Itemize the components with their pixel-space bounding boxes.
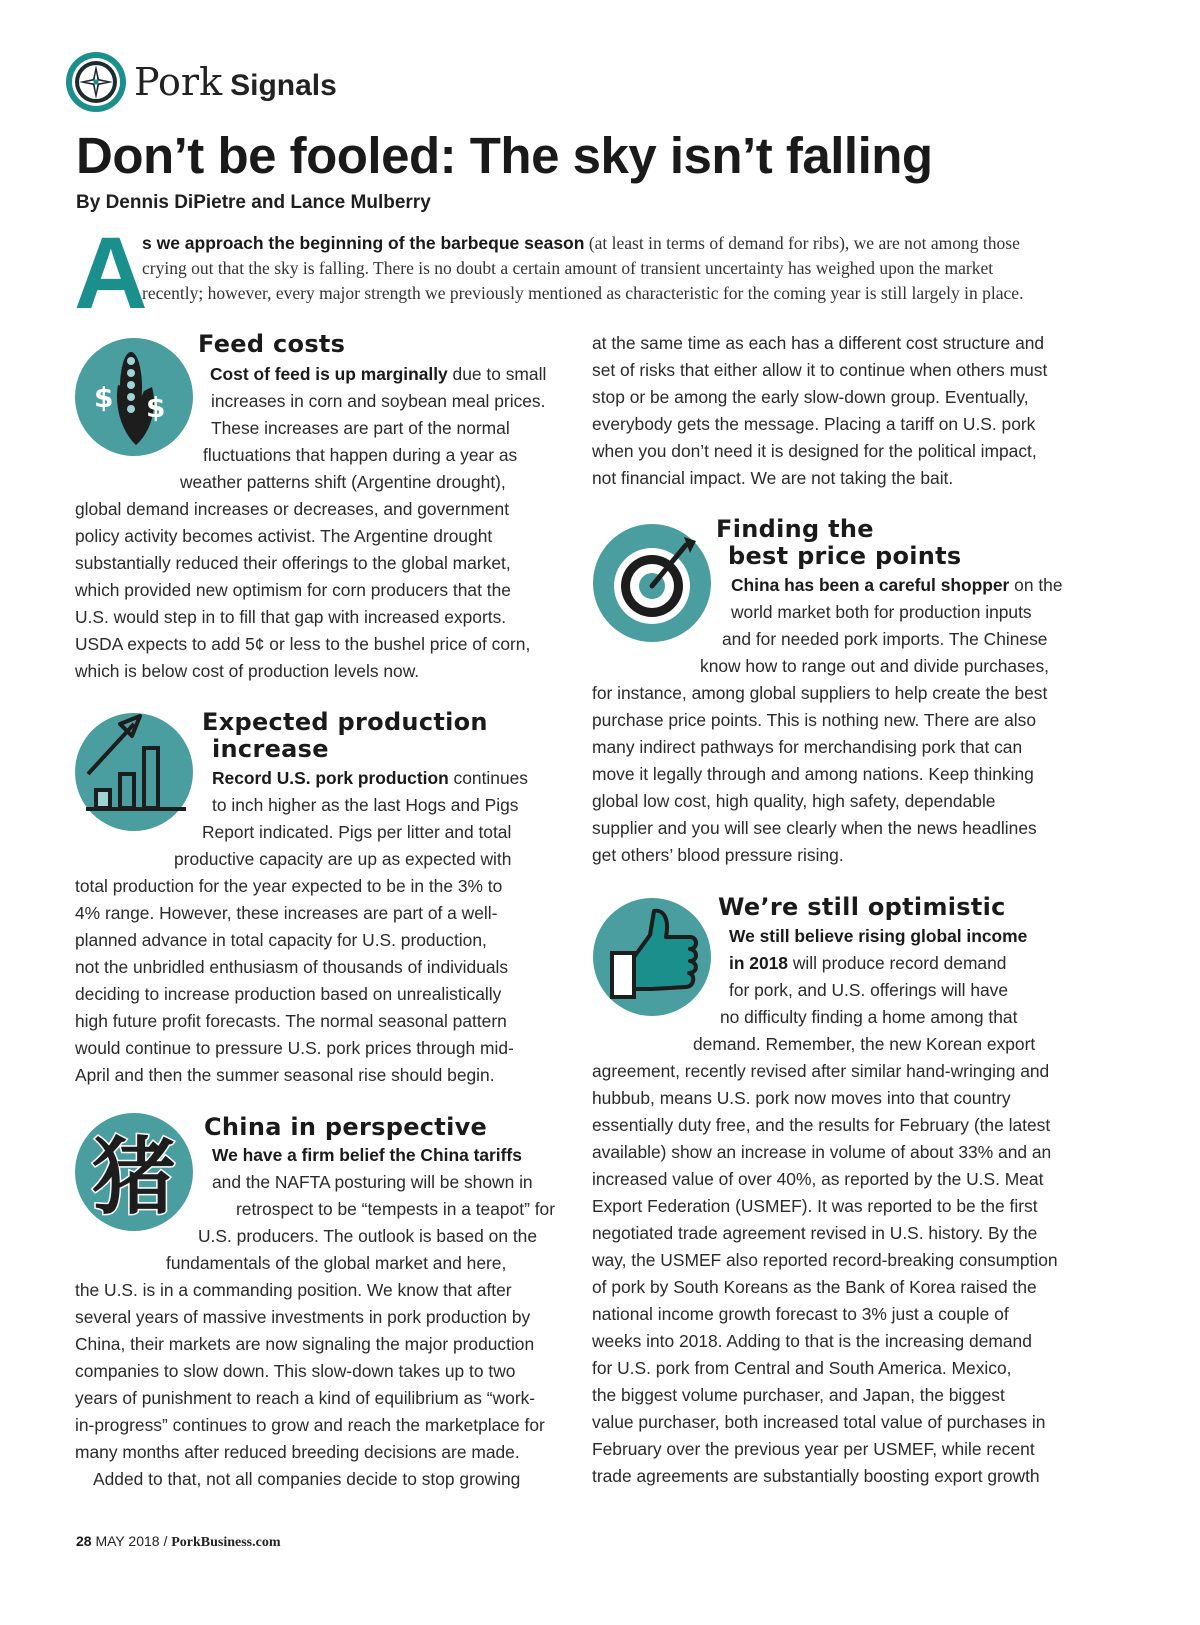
- text-line: Report indicated. Pigs per litter and total: [202, 822, 512, 842]
- china-lead: We have a firm belief the China tariffs: [212, 1145, 522, 1165]
- optimistic-lead: We still believe rising global income: [729, 926, 1028, 946]
- text-line: stop or be among the early slow-down group. Eventually,: [592, 387, 1029, 407]
- brand-name: [134, 60, 337, 104]
- text-line: global demand increases or decreases, and government: [75, 499, 510, 519]
- text-line: fundamentals of the global market and here,: [166, 1253, 507, 1273]
- text-line: way, the USMEF also reported record-breaking consumption: [592, 1250, 1058, 1270]
- text-line: due to small: [447, 364, 547, 384]
- text-line: many indirect pathways for merchandising pork that can: [592, 737, 1023, 757]
- text-line: which is below cost of production levels now.: [75, 661, 420, 681]
- text-line: world market both for production inputs: [731, 602, 1032, 622]
- compass-icon: [64, 50, 128, 114]
- section-heading-price-1: Finding the: [716, 515, 874, 543]
- text-line: not financial impact. We are not taking the bait.: [592, 468, 954, 488]
- production-lead: Record U.S. pork production: [212, 768, 449, 788]
- intro-paragraph: [142, 231, 1102, 306]
- text-line: essentially duty free, and the results for February (the latest: [592, 1115, 1051, 1135]
- text-line: set of risks that either allow it to continue when others must: [592, 360, 1048, 380]
- text-line: available) show an increase in volume of about 33% and an: [592, 1142, 1052, 1162]
- text-line: companies to slow down. This slow-down takes up to two: [75, 1361, 516, 1381]
- bar-chart-growth-icon: [74, 712, 194, 832]
- text-line: retrospect to be “tempests in a teapot” for: [236, 1199, 555, 1219]
- target-icon: [592, 523, 712, 643]
- text-line: national income growth forecast to 3% just a couple of: [592, 1304, 1009, 1324]
- brand-signals: Signals: [230, 69, 337, 102]
- text-line: everybody gets the message. Placing a tariff on U.S. pork: [592, 414, 1036, 434]
- text-line: weeks into 2018. Adding to that is the increasing demand: [592, 1331, 1032, 1351]
- section-heading-price-2: best price points: [728, 542, 962, 570]
- text-line: no difficulty finding a home among that: [720, 1007, 1018, 1027]
- text-line: U.S. producers. The outlook is based on the: [198, 1226, 537, 1246]
- text-line: several years of massive investments in pork production by: [75, 1307, 531, 1327]
- svg-text:$: $: [94, 381, 114, 414]
- text-line: increased value of over 40%, as reported by the U.S. Meat: [592, 1169, 1044, 1189]
- text-line: supplier and you will see clearly when the news headlines: [592, 818, 1037, 838]
- text-line: which provided new optimism for corn producers that the: [75, 580, 511, 600]
- drop-cap: A: [74, 216, 148, 330]
- text-line: get others’ blood pressure rising.: [592, 845, 844, 865]
- price-lead: China has been a careful shopper: [731, 575, 1010, 595]
- text-line: hubbub, means U.S. pork now moves into that country: [592, 1088, 1011, 1108]
- section-heading-feed-costs: Feed costs: [198, 330, 346, 358]
- text-line: for pork, and U.S. offerings will have: [729, 980, 1009, 1000]
- publication-site: PorkBusiness.com: [171, 1535, 281, 1550]
- intro-lead: s we approach the beginning of the barbeque season: [142, 233, 585, 253]
- text-line: continues: [448, 768, 528, 788]
- text-line: will produce record demand: [787, 953, 1007, 973]
- intro-line: recently; however, every major strength we previously mentioned as characteristic for the coming year is still largely in place.: [142, 283, 1024, 303]
- text-line: February over the previous year per USMEF, while recent: [592, 1439, 1035, 1459]
- text-line: purchase price points. This is nothing new. There are also: [592, 710, 1037, 730]
- text-line: not the unbridled enthusiasm of thousands of individuals: [75, 957, 509, 977]
- text-line: China, their markets are now signaling the major production: [75, 1334, 535, 1354]
- text-line: trade agreements are substantially boosting export growth: [592, 1466, 1040, 1486]
- text-line: the biggest volume purchaser, and Japan, the biggest: [592, 1385, 1005, 1405]
- feed-costs-lead: Cost of feed is up marginally: [210, 364, 448, 384]
- text-line: USDA expects to add 5¢ or less to the bushel price of corn,: [75, 634, 531, 654]
- corn-dollar-icon: [74, 337, 194, 457]
- text-line: move it legally through and among nations. Keep thinking: [592, 764, 1034, 784]
- text-line: total production for the year expected to be in the 3% to: [75, 876, 503, 896]
- text-line: weather patterns shift (Argentine drought),: [180, 472, 506, 492]
- byline: By Dennis DiPietre and Lance Mulberry: [76, 192, 431, 213]
- text-line: Export Federation (USMEF). It was reported to be the first: [592, 1196, 1038, 1216]
- text-line: to inch higher as the last Hogs and Pigs: [212, 795, 519, 815]
- page-footer: [76, 1533, 281, 1551]
- text-line: global low cost, high quality, high safety, dependable: [592, 791, 996, 811]
- section-heading-china: China in perspective: [204, 1113, 488, 1141]
- thumbs-up-icon: [592, 897, 712, 1017]
- text-line: high future profit forecasts. The normal seasonal pattern: [75, 1011, 507, 1031]
- text-line: would continue to pressure U.S. pork prices through mid-: [75, 1038, 514, 1058]
- optimistic-lead-year: in 2018: [729, 953, 788, 973]
- text-line: years of punishment to reach a kind of equilibrium as “work-: [75, 1388, 536, 1408]
- text-line: when you don’t need it is designed for the political impact,: [592, 441, 1037, 461]
- text-line: 4% range. However, these increases are part of a well-: [75, 903, 498, 923]
- text-line: Added to that, not all companies decide to stop growing: [93, 1469, 521, 1489]
- page-number: 28: [76, 1533, 92, 1549]
- text-line: for U.S. pork from Central and South America. Mexico,: [592, 1358, 1012, 1378]
- text-line: of pork by South Koreans as the Bank of Korea raised the: [592, 1277, 1037, 1297]
- headline: Don’t be fooled: The sky isn’t falling: [76, 127, 933, 184]
- text-line: increases in corn and soybean meal prices.: [211, 391, 546, 411]
- section-heading-production-1: Expected production: [202, 708, 488, 736]
- issue-date: MAY 2018 /: [91, 1533, 172, 1549]
- intro-line: crying out that the sky is falling. There is no doubt a certain amount of transient uncertainty has weighed upon the market: [142, 258, 994, 278]
- text-line: substantially reduced their offerings to the global market,: [75, 553, 511, 573]
- text-line: productive capacity are up as expected with: [174, 849, 512, 869]
- text-line: and the NAFTA posturing will be shown in: [212, 1172, 533, 1192]
- text-line: demand. Remember, the new Korean export: [693, 1034, 1036, 1054]
- text-line: negotiated trade agreement revised in U.S. history. By the: [592, 1223, 1038, 1243]
- text-line: many months after reduced breeding decisions are made.: [75, 1442, 520, 1462]
- chinese-pig-character-icon: [74, 1112, 194, 1232]
- text-line: deciding to increase production based on unrealistically: [75, 984, 502, 1004]
- text-line: U.S. would step in to fill that gap with increased exports.: [75, 607, 507, 627]
- intro-line: (at least in terms of demand for ribs), we are not among those: [584, 233, 1020, 253]
- text-line: planned advance in total capacity for U.S. production,: [75, 930, 487, 950]
- text-line: policy activity becomes activist. The Argentine drought: [75, 526, 493, 546]
- text-line: know how to range out and divide purchases,: [700, 656, 1050, 676]
- text-line: and for needed pork imports. The Chinese: [722, 629, 1048, 649]
- text-line: value purchaser, both increased total value of purchases in: [592, 1412, 1046, 1432]
- brand-pork: Pork: [134, 60, 223, 104]
- section-heading-production-2: increase: [212, 735, 329, 763]
- text-line: April and then the summer seasonal rise should begin.: [75, 1065, 495, 1085]
- svg-text:$: $: [146, 391, 166, 424]
- text-line: on the: [1009, 575, 1063, 595]
- text-line: the U.S. is in a commanding position. We know that after: [75, 1280, 512, 1300]
- text-line: for instance, among global suppliers to help create the best: [592, 683, 1048, 703]
- masthead: [64, 50, 337, 114]
- text-line: agreement, recently revised after similar hand-wringing and: [592, 1061, 1050, 1081]
- text-line: in-progress” continues to grow and reach the marketplace for: [75, 1415, 545, 1435]
- text-line: at the same time as each has a different cost structure and: [592, 333, 1045, 353]
- section-heading-optimistic: We’re still optimistic: [718, 893, 1006, 921]
- text-line: fluctuations that happen during a year as: [203, 445, 518, 465]
- chinese-glyph: 猪: [91, 1128, 177, 1226]
- text-line: These increases are part of the normal: [211, 418, 510, 438]
